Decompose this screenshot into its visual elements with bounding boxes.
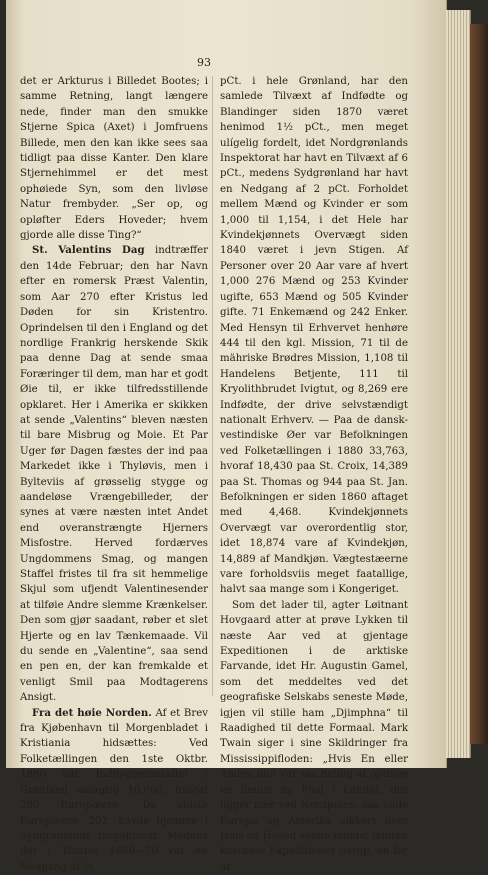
paragraph bbox=[220, 598, 408, 875]
column-divider bbox=[212, 76, 213, 696]
book-cover bbox=[470, 24, 488, 744]
section-heading: St. Valentins Dag bbox=[32, 244, 145, 257]
left-column bbox=[20, 74, 208, 873]
right-column bbox=[220, 74, 408, 873]
paragraph bbox=[220, 74, 408, 598]
paragraph-text: det er Arkturus i Billedet Bootes; i samme Retning, langt længere nede, finder man den smukke Stjerne Spica (Axet) i Jomfruens Billede, men den kan ikke sees saa tidligt paa disse Kanter. Den klare Stjernehimmel er det mest ophøiede Syn, som den livløse Natur frembyder. „Ser op, og opløfter Eders Hoveder; hvem gjorde alle disse Ting?“ bbox=[20, 76, 208, 242]
paragraph-text: Som det lader til, agter Løitnant Hovgaard atter at prøve Lykken til næste Aar ved at gjentage Expeditionen i de arktiske Farvande, idet Hr. Augustin Gamel, som det meddeltes ved det geografiske Selskabs seneste Møde, igjen vil stille ham „Djimphna“ til Raadighed til dette Formaal. Mark Twain siger i sine Skildringer fra Mississippifloden: „Hvis En eller Anden blot var saa heldig at opdage en Smule ny Flod i Landet, der ligger nær ved Nordpolen, saa vilde Europa og Amerika sikkert over Hals og Hoved sende mindst femten kostbare Expeditioner derop, en for at bbox=[220, 599, 408, 873]
paragraph-text: indtræffer den 14de Februar; den har Navn efter en romersk Præst Valentin, som Aar 270 efter Kristus led Døden for sin Kristentro. Oprindelsen til den i England og det nordlige Frankrig herskende Skik paa denne Dag at sende smaa Foræringer til dem, man har et godt Øie til, er ikke tilfredsstillende opklaret. Her i Amerika er skikken at sende „Valentins“ bleven næsten til bare Misbrug og Moie. Et Par Uger før Dagen fæstes der ind paa Markedet ikke i Thyløvis, men i Bylteviis af grøsselig stygge og aandeløse Vrængebilleder, der synes at være næsten intet Andet end overanstrængte Hjerners Misfostre. Herved fordærves Ungdommens Smag, og mangen Staffel fristes til fra sit hemmelige Skjul som ufjendt Valentinesender at tilføie Andre slemme Krænkelser. Den som gjør saadant, røber et slet Hjerte og en lav Tænkemaade. Vil du sende en „Valentine“, saa send en pen en, der kan fremkalde et venligt Smil paa Modtagerens Ansigt. bbox=[20, 245, 208, 704]
paragraph-text: pCt. i hele Grønland, har den samlede Tilvæxt af Indfødte og Blandinger siden 1870 været henimod 1½ pCt., men meget ulígelig fordelt, idet Nordgrønlands Inspektorat har havt en Tilvæxt af 6 pCt., medens Sydgrønland har havt en Nedgang af 2 pCt. Forholdet mellem Mænd og Kvinder er som 1,000 til 1,154, i det Hele har Kvindekjønnets Overvægt siden 1840 været i jevn Stigen. Af Personer over 20 Aar vare af hvert 1,000 276 Mænd og 253 Kvinder ugifte, 653 Mænd og 505 Kvinder gifte. 71 Enkemænd og 242 Enker. Med Hensyn til Erhvervet henhøre 444 til den kgl. Mission, 71 til de mähriske Brødres Mission, 1,108 til Handelens Betjente, 111 til Kryolithbrudet Ivigtut, og 8,269 ere Indfødte, der drive selvstændigt nationalt Erhverv. — Paa de dansk-vestindiske Øer var Befolkningen ved Folketællingen i 1880 33,763, hvoraf 18,430 paa St. Croix, 14,389 paa St. Thomas og 944 paa St. Jan. Befolkningen er siden 1860 aftaget med 4,468. Kvindekjønnets Overvægt var overordentlig stor, idet 18,874 vare af Kvindekjøn, 14,889 af Mandkjøn. Vægtestæerne vare forholdsviis meget faatallige, halvt saa mange som i Kongeriget. bbox=[220, 76, 408, 596]
section-heading: Fra det høie Norden. bbox=[32, 706, 152, 719]
page-edges bbox=[446, 10, 471, 758]
paragraph bbox=[20, 74, 208, 243]
book-page bbox=[6, 0, 447, 873]
paragraph bbox=[20, 706, 208, 875]
paragraph-text: Af et Brev fra Kjøbenhavn til Morgenbladet i Kristiania hidsættes: Ved Folketællingen den 1ste Oktbr. 1880 var Indbyggerantallet i Grønland nøiagtig 10,000, hvoraf 280 Europæere. De sidste Europæere, 202, havde hjemme i Sydgrønlands Inspektorat. Medens der i Tiaaret 1860—70 var en Nedgang af ½ bbox=[20, 707, 208, 873]
page-number: 93 bbox=[197, 56, 211, 69]
paragraph bbox=[20, 243, 208, 705]
